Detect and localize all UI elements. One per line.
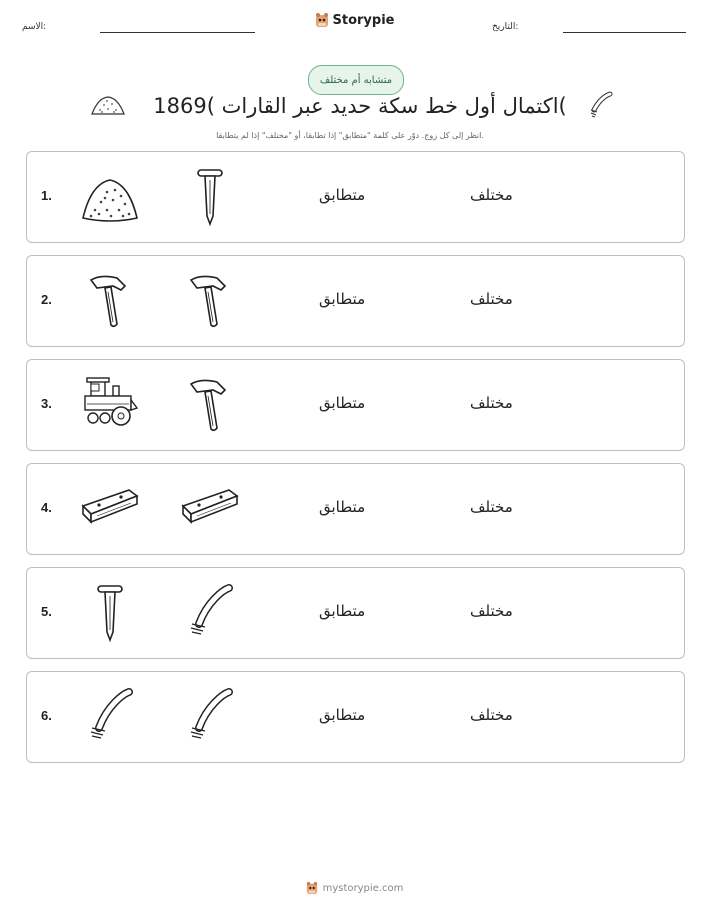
worksheet-type-badge: متشابه أم مختلف bbox=[308, 65, 404, 95]
list-item bbox=[26, 255, 685, 347]
list-item bbox=[26, 151, 685, 243]
list-item bbox=[26, 463, 685, 555]
item-number: 2. bbox=[41, 292, 52, 307]
railroad-tie-icon bbox=[177, 476, 243, 542]
different-option[interactable]: مختلف bbox=[470, 602, 513, 620]
brand-name: Storypie bbox=[332, 12, 395, 28]
same-option[interactable]: متطابق bbox=[319, 602, 366, 620]
same-option[interactable]: متطابق bbox=[319, 394, 366, 412]
instructions: انظر إلى كل زوج. دوّر على كلمة "متطابق" إذا تطابقا، أو "مختلف" إذا لم يتطابقا. bbox=[216, 131, 484, 140]
railroad-tie-icon bbox=[77, 476, 143, 542]
same-option[interactable]: متطابق bbox=[319, 186, 366, 204]
storypie-mascot-icon bbox=[315, 12, 329, 28]
gravel-pile-icon bbox=[90, 94, 126, 118]
list-item bbox=[26, 671, 685, 763]
different-option[interactable]: مختلف bbox=[470, 706, 513, 724]
gravel-pile-icon bbox=[77, 164, 143, 230]
same-option[interactable]: متطابق bbox=[319, 498, 366, 516]
railroad-spike-icon bbox=[177, 164, 243, 230]
different-option[interactable]: مختلف bbox=[470, 498, 513, 516]
storypie-mascot-icon bbox=[306, 881, 318, 895]
different-option[interactable]: مختلف bbox=[470, 394, 513, 412]
rail-curve-icon bbox=[586, 90, 616, 120]
item-number: 6. bbox=[41, 708, 52, 723]
rail-curve-icon bbox=[177, 580, 243, 646]
same-option[interactable]: متطابق bbox=[319, 706, 366, 724]
footer bbox=[306, 881, 404, 895]
rail-curve-icon bbox=[77, 684, 143, 750]
item-number: 1. bbox=[41, 188, 52, 203]
item-number: 3. bbox=[41, 396, 52, 411]
list-item bbox=[26, 359, 685, 451]
list-item bbox=[26, 567, 685, 659]
rail-curve-icon bbox=[177, 684, 243, 750]
date-label: التاريخ: bbox=[492, 22, 519, 32]
hammer-icon bbox=[177, 268, 243, 334]
different-option[interactable]: مختلف bbox=[470, 290, 513, 308]
railroad-spike-icon bbox=[77, 580, 143, 646]
item-number: 5. bbox=[41, 604, 52, 619]
name-label: الاسم: bbox=[22, 22, 47, 32]
storypie-logo bbox=[315, 12, 395, 28]
hammer-icon bbox=[177, 372, 243, 438]
different-option[interactable]: مختلف bbox=[470, 186, 513, 204]
page-title: اكتمال أول خط سكة حديد عبر القارات )1869( bbox=[153, 94, 567, 118]
item-number: 4. bbox=[41, 500, 52, 515]
same-option[interactable]: متطابق bbox=[319, 290, 366, 308]
date-field[interactable] bbox=[563, 32, 686, 33]
name-field[interactable] bbox=[100, 32, 255, 33]
steam-locomotive-icon bbox=[77, 372, 143, 438]
footer-site-link[interactable]: mystorypie.com bbox=[322, 882, 404, 894]
hammer-icon bbox=[77, 268, 143, 334]
